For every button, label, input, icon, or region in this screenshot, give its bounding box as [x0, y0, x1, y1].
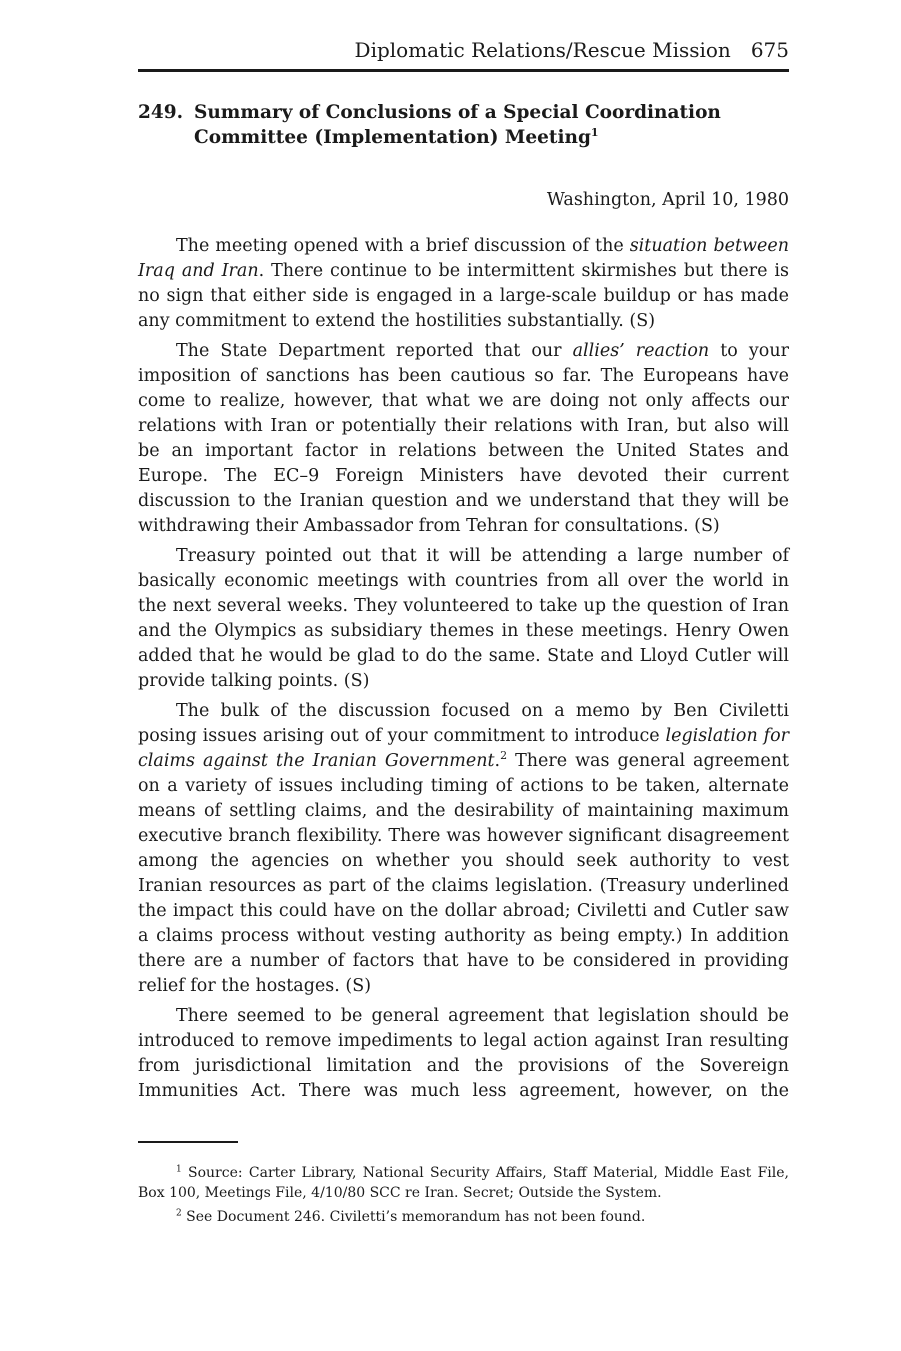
running-head	[138, 36, 789, 64]
paragraph-2	[138, 339, 789, 539]
paragraph-2-emphasis: allies’ reaction	[572, 341, 710, 361]
document-number: 249.	[138, 102, 184, 123]
footnote-2-text: See Document 246. Civiletti’s memorandum has not been found.	[181, 1209, 646, 1225]
footnote-2	[138, 1207, 789, 1227]
footnote-1-marker: 1	[176, 1164, 182, 1175]
title-line-2	[138, 125, 758, 150]
footnote-2-marker: 2	[176, 1208, 182, 1219]
footnote-1-text: Source: Carter Library, National Security Affairs, Staff Material, Middle East File, Box 100, Meetings File, 4/10/80 SCC re Iran. Secret; Outside the System.	[138, 1165, 789, 1201]
paragraph-3-text: Treasury pointed out that it will be attending a large number of basically economic meetings with countries from all over the world in the next several weeks. They volunteered to take up the question of Iran and the Olympics as subsidiary themes in these meetings. Henry Owen added that he would be glad to do the same. State and Lloyd Cutler will provide talking points. (S)	[138, 546, 789, 691]
paragraph-1	[138, 234, 789, 334]
paragraph-4-text-b: .	[494, 751, 501, 771]
paragraph-4	[138, 699, 789, 999]
footnote-rule	[138, 1141, 238, 1143]
page-number: 675	[750, 38, 789, 62]
title-line-2-text: Committee (Implementation) Meeting	[194, 127, 591, 148]
paragraph-1-text-a: The meeting opened with a brief discussion of the	[176, 236, 630, 256]
running-title: Diplomatic Relations/Rescue Mission	[354, 38, 731, 62]
paragraph-1-emphasis: situation between Iraq and Iran	[138, 236, 789, 281]
title-line-1: Summary of Conclusions of a Special Coordination	[194, 102, 721, 123]
paragraph-3	[138, 544, 789, 694]
paragraph-1-text-b: . There continue to be intermittent skirmishes but there is no sign that either side is engaged in a large-scale buildup or has made any commitment to extend the hostilities substantially. (S)	[138, 261, 789, 331]
paragraph-4-emphasis: legislation for claims against the Iranian Government	[138, 726, 789, 771]
paragraph-4-text-a: The bulk of the discussion focused on a memo by Ben Civiletti posing issues arising out of your commitment to introduce	[138, 701, 789, 746]
paragraph-2-text-a: The State Department reported that our	[176, 341, 573, 361]
paragraph-4-text-c: There was general agreement on a variety of issues including timing of actions to be taken, alternate means of settling claims, and the desirability of maintaining maximum executive branch flexibility. There was however significant disagreement among the agencies on whether you should seek authority to vest Iranian resources as part of the claims legislation. (Treasury underlined the impact this could have on the dollar abroad; Civiletti and Cutler saw a claims process without vesting authority as being empty.) In addition there are a number of factors that have to be considered in providing relief for the hostages. (S)	[138, 751, 789, 996]
footnote-ref-1: 1	[590, 125, 599, 139]
paragraph-2-text-b: to your imposition of sanctions has been cautious so far. The Europeans have come to realize, however, that what we are doing not only affects our relations with Iran or potentially their relations with Iran, but also will be an important factor in relations between the United States and Europe. The EC–9 Foreign Ministers have devoted their current discussion to the Iranian question and we understand that they will be withdrawing their Ambassador from Tehran for consultations. (S)	[138, 341, 789, 536]
footnote-ref-2: 2	[500, 749, 508, 763]
footnotes	[138, 1163, 789, 1231]
paragraph-5-text: There seemed to be general agreement that legislation should be introduced to remove impediments to legal action against Iran resulting from jurisdictional limitation and the provisions of the Sovereign Immunities Act. There was much less agreement, however, on the	[138, 1006, 789, 1101]
header-rule	[138, 69, 789, 72]
paragraph-5	[138, 1004, 789, 1104]
document-title	[138, 100, 758, 150]
footnote-1	[138, 1163, 789, 1203]
body-text	[138, 234, 789, 1109]
dateline: Washington, April 10, 1980	[546, 190, 789, 210]
